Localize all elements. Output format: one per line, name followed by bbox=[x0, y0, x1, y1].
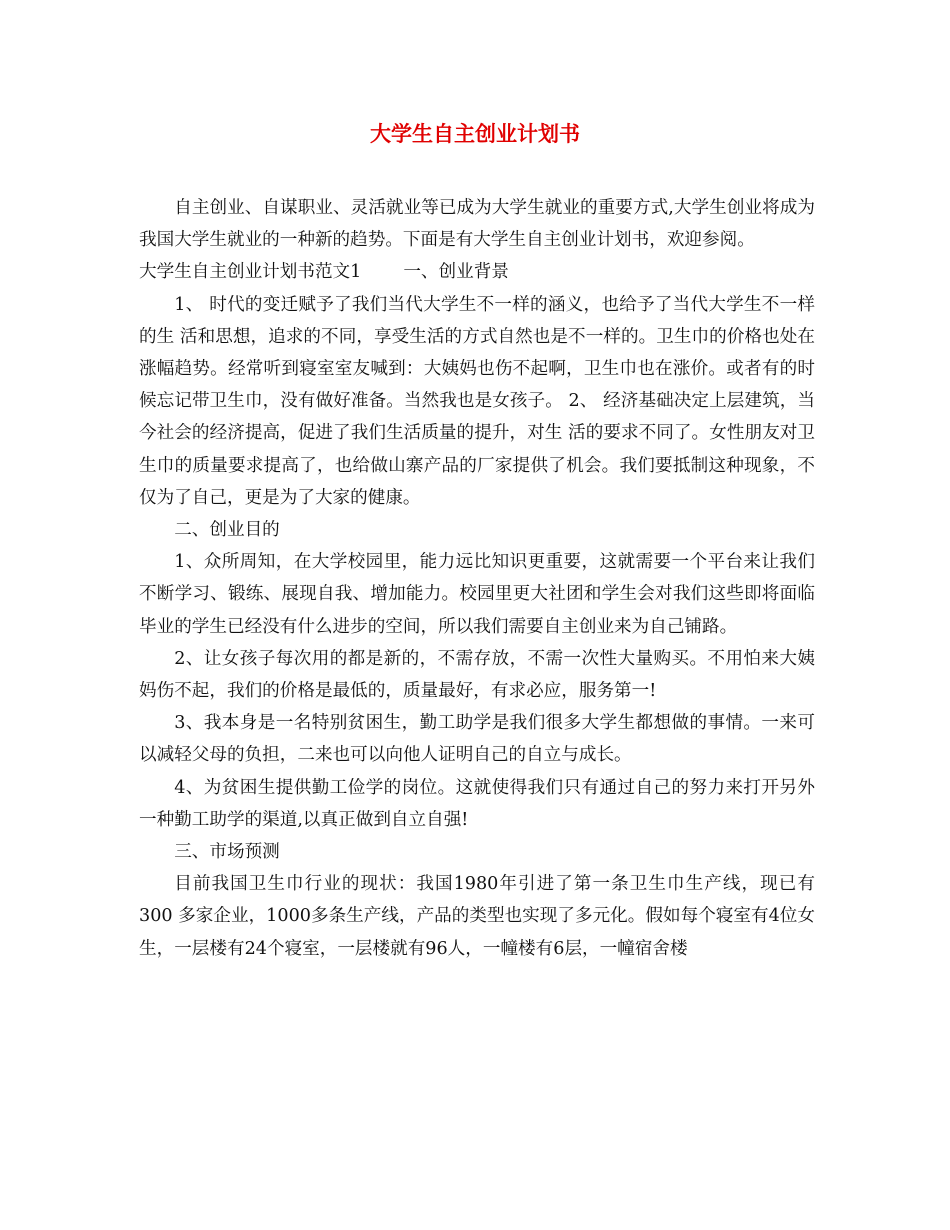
section2-paragraph-1: 1、众所周知，在大学校园里，能力远比知识更重要，这就需要一个平台来让我们不断学习、锻练、展现自我、增加能力。校园里更大社团和学生会对我们这些即将面临毕业的学生已经没有什么进步的空间，所以我们需要自主创业来为自己铺路。 bbox=[139, 552, 815, 637]
section3-heading: 三、市场预测 bbox=[174, 842, 280, 863]
document-body bbox=[139, 192, 815, 965]
section2-paragraph-4: 4、为贫困生提供勤工俭学的岗位。这就使得我们只有通过自己的努力来打开另外一种勤工助学的渠道,以真正做到自立自强! bbox=[139, 777, 815, 830]
section2-heading: 二、创业目的 bbox=[174, 520, 280, 541]
section3-paragraph: 目前我国卫生巾行业的现状：我国1980年引进了第一条卫生巾生产线，现已有300 多家企业，1000多条生产线，产品的类型也实现了多元化。假如每个寝室有4位女生，一层楼有24个寝室，一层楼就有96人，一幢楼有6层，一幢宿舍楼 bbox=[139, 874, 815, 959]
document-title: 大学生自主创业计划书 bbox=[370, 121, 580, 146]
section1-paragraph: 1、 时代的变迁赋予了我们当代大学生不一样的涵义，也给予了当代大学生不一样的生 活和思想，追求的不同，享受生活的方式自然也是不一样的。卫生巾的价格也处在涨幅趋势。经常听到寝室室友喊到：大姨妈也伤不起啊，卫生巾也在涨价。或者有的时候忘记带卫生巾，没有做好准备。当然我也是女孩子。 2、 经济基础决定上层建筑，当今社会的经济提高，促进了我们生活质量的提升，对生 活的要求不同了。女性朋友对卫生巾的质量要求提高了，也给做山寨产品的厂家提供了机会。我们要抵制这种现象，不仅为了自己，更是为了大家的健康。 bbox=[139, 294, 815, 508]
section2-paragraph-3: 3、我本身是一名特别贫困生，勤工助学是我们很多大学生都想做的事情。一来可以减轻父母的负担，二来也可以向他人证明自己的自立与成长。 bbox=[139, 713, 815, 766]
intro-paragraph: 自主创业、自谋职业、灵活就业等已成为大学生就业的重要方式,大学生创业将成为我国大学生就业的一种新的趋势。下面是有大学生自主创业计划书，欢迎参阅。 bbox=[139, 198, 815, 251]
section2-paragraph-2: 2、让女孩子每次用的都是新的，不需存放，不需一次性大量购买。不用怕来大姨妈伤不起，我们的价格是最低的，质量最好，有求必应，服务第一! bbox=[139, 648, 815, 702]
section1-heading: 一、创业背景 bbox=[403, 262, 509, 283]
sample-heading-line bbox=[139, 256, 815, 288]
sample-label: 大学生自主创业计划书范文1 bbox=[139, 262, 362, 283]
